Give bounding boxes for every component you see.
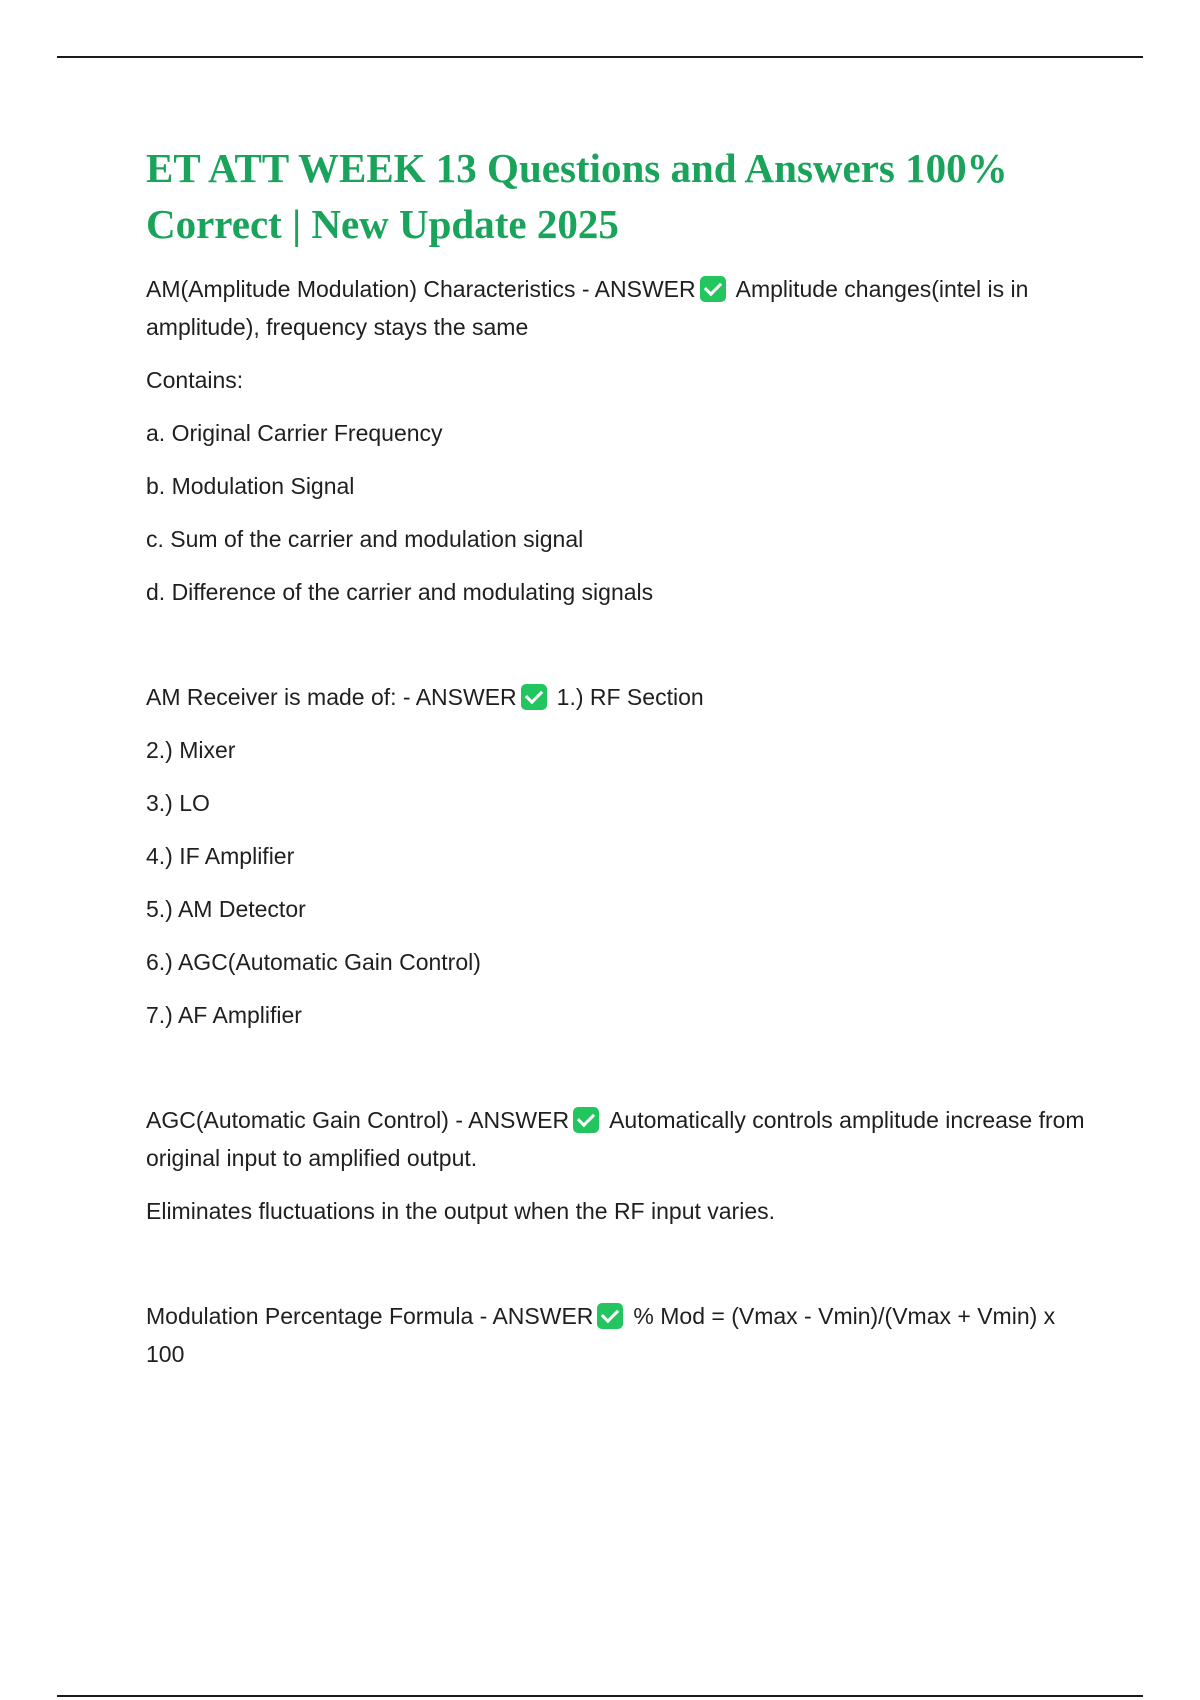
qa-item — [146, 1101, 1096, 1230]
bottom-divider — [57, 1695, 1143, 1697]
answer-detail: 6.) AGC(Automatic Gain Control) — [146, 949, 481, 975]
qa-item — [146, 1297, 1096, 1373]
question-text: Modulation Percentage Formula - ANSWER — [146, 1303, 594, 1329]
qa-question-line — [146, 678, 1096, 716]
answer-detail: d. Difference of the carrier and modulating signals — [146, 579, 654, 605]
answer-detail: 5.) AM Detector — [146, 896, 306, 922]
qa-question-line — [146, 1101, 1096, 1177]
answer-detail: c. Sum of the carrier and modulation signal — [146, 526, 584, 552]
spacer — [146, 1245, 1096, 1297]
document-body — [146, 140, 1096, 1388]
question-text: AM(Amplitude Modulation) Characteristics - ANSWER — [146, 276, 696, 302]
answer-detail: Eliminates fluctuations in the output when the RF input varies. — [146, 1198, 776, 1224]
answer-detail: 3.) LO — [146, 790, 210, 816]
check-mark-icon — [521, 684, 547, 710]
check-mark-icon — [700, 276, 726, 302]
qa-item — [146, 270, 1096, 611]
question-text: AM Receiver is made of: - ANSWER — [146, 684, 517, 710]
answer-text: Automatically controls amplitude increase from original input to amplified output. — [146, 1107, 1085, 1171]
answer-detail: a. Original Carrier Frequency — [146, 420, 443, 446]
question-text: AGC(Automatic Gain Control) - ANSWER — [146, 1107, 570, 1133]
answer-text: Amplitude changes(intel is in amplitude), frequency stays the same — [146, 276, 1029, 340]
answer-detail: 4.) IF Amplifier — [146, 843, 295, 869]
answer-detail: Contains: — [146, 367, 244, 393]
check-mark-icon — [573, 1107, 599, 1133]
answer-detail: 2.) Mixer — [146, 737, 236, 763]
answer-text: 1.) RF Section — [556, 684, 704, 710]
top-divider — [57, 56, 1143, 58]
qa-item — [146, 678, 1096, 1034]
answer-detail: b. Modulation Signal — [146, 473, 355, 499]
check-mark-icon — [597, 1303, 623, 1329]
qa-question-line — [146, 1297, 1096, 1373]
answer-text: % Mod = (Vmax - Vmin)/(Vmax + Vmin) x 100 — [146, 1303, 1056, 1367]
answer-detail: 7.) AF Amplifier — [146, 1002, 302, 1028]
document-title: ET ATT WEEK 13 Questions and Answers 100% Correct | New Update 2025 — [146, 145, 1008, 247]
spacer — [146, 1049, 1096, 1101]
spacer — [146, 626, 1096, 678]
qa-question-line — [146, 270, 1096, 346]
